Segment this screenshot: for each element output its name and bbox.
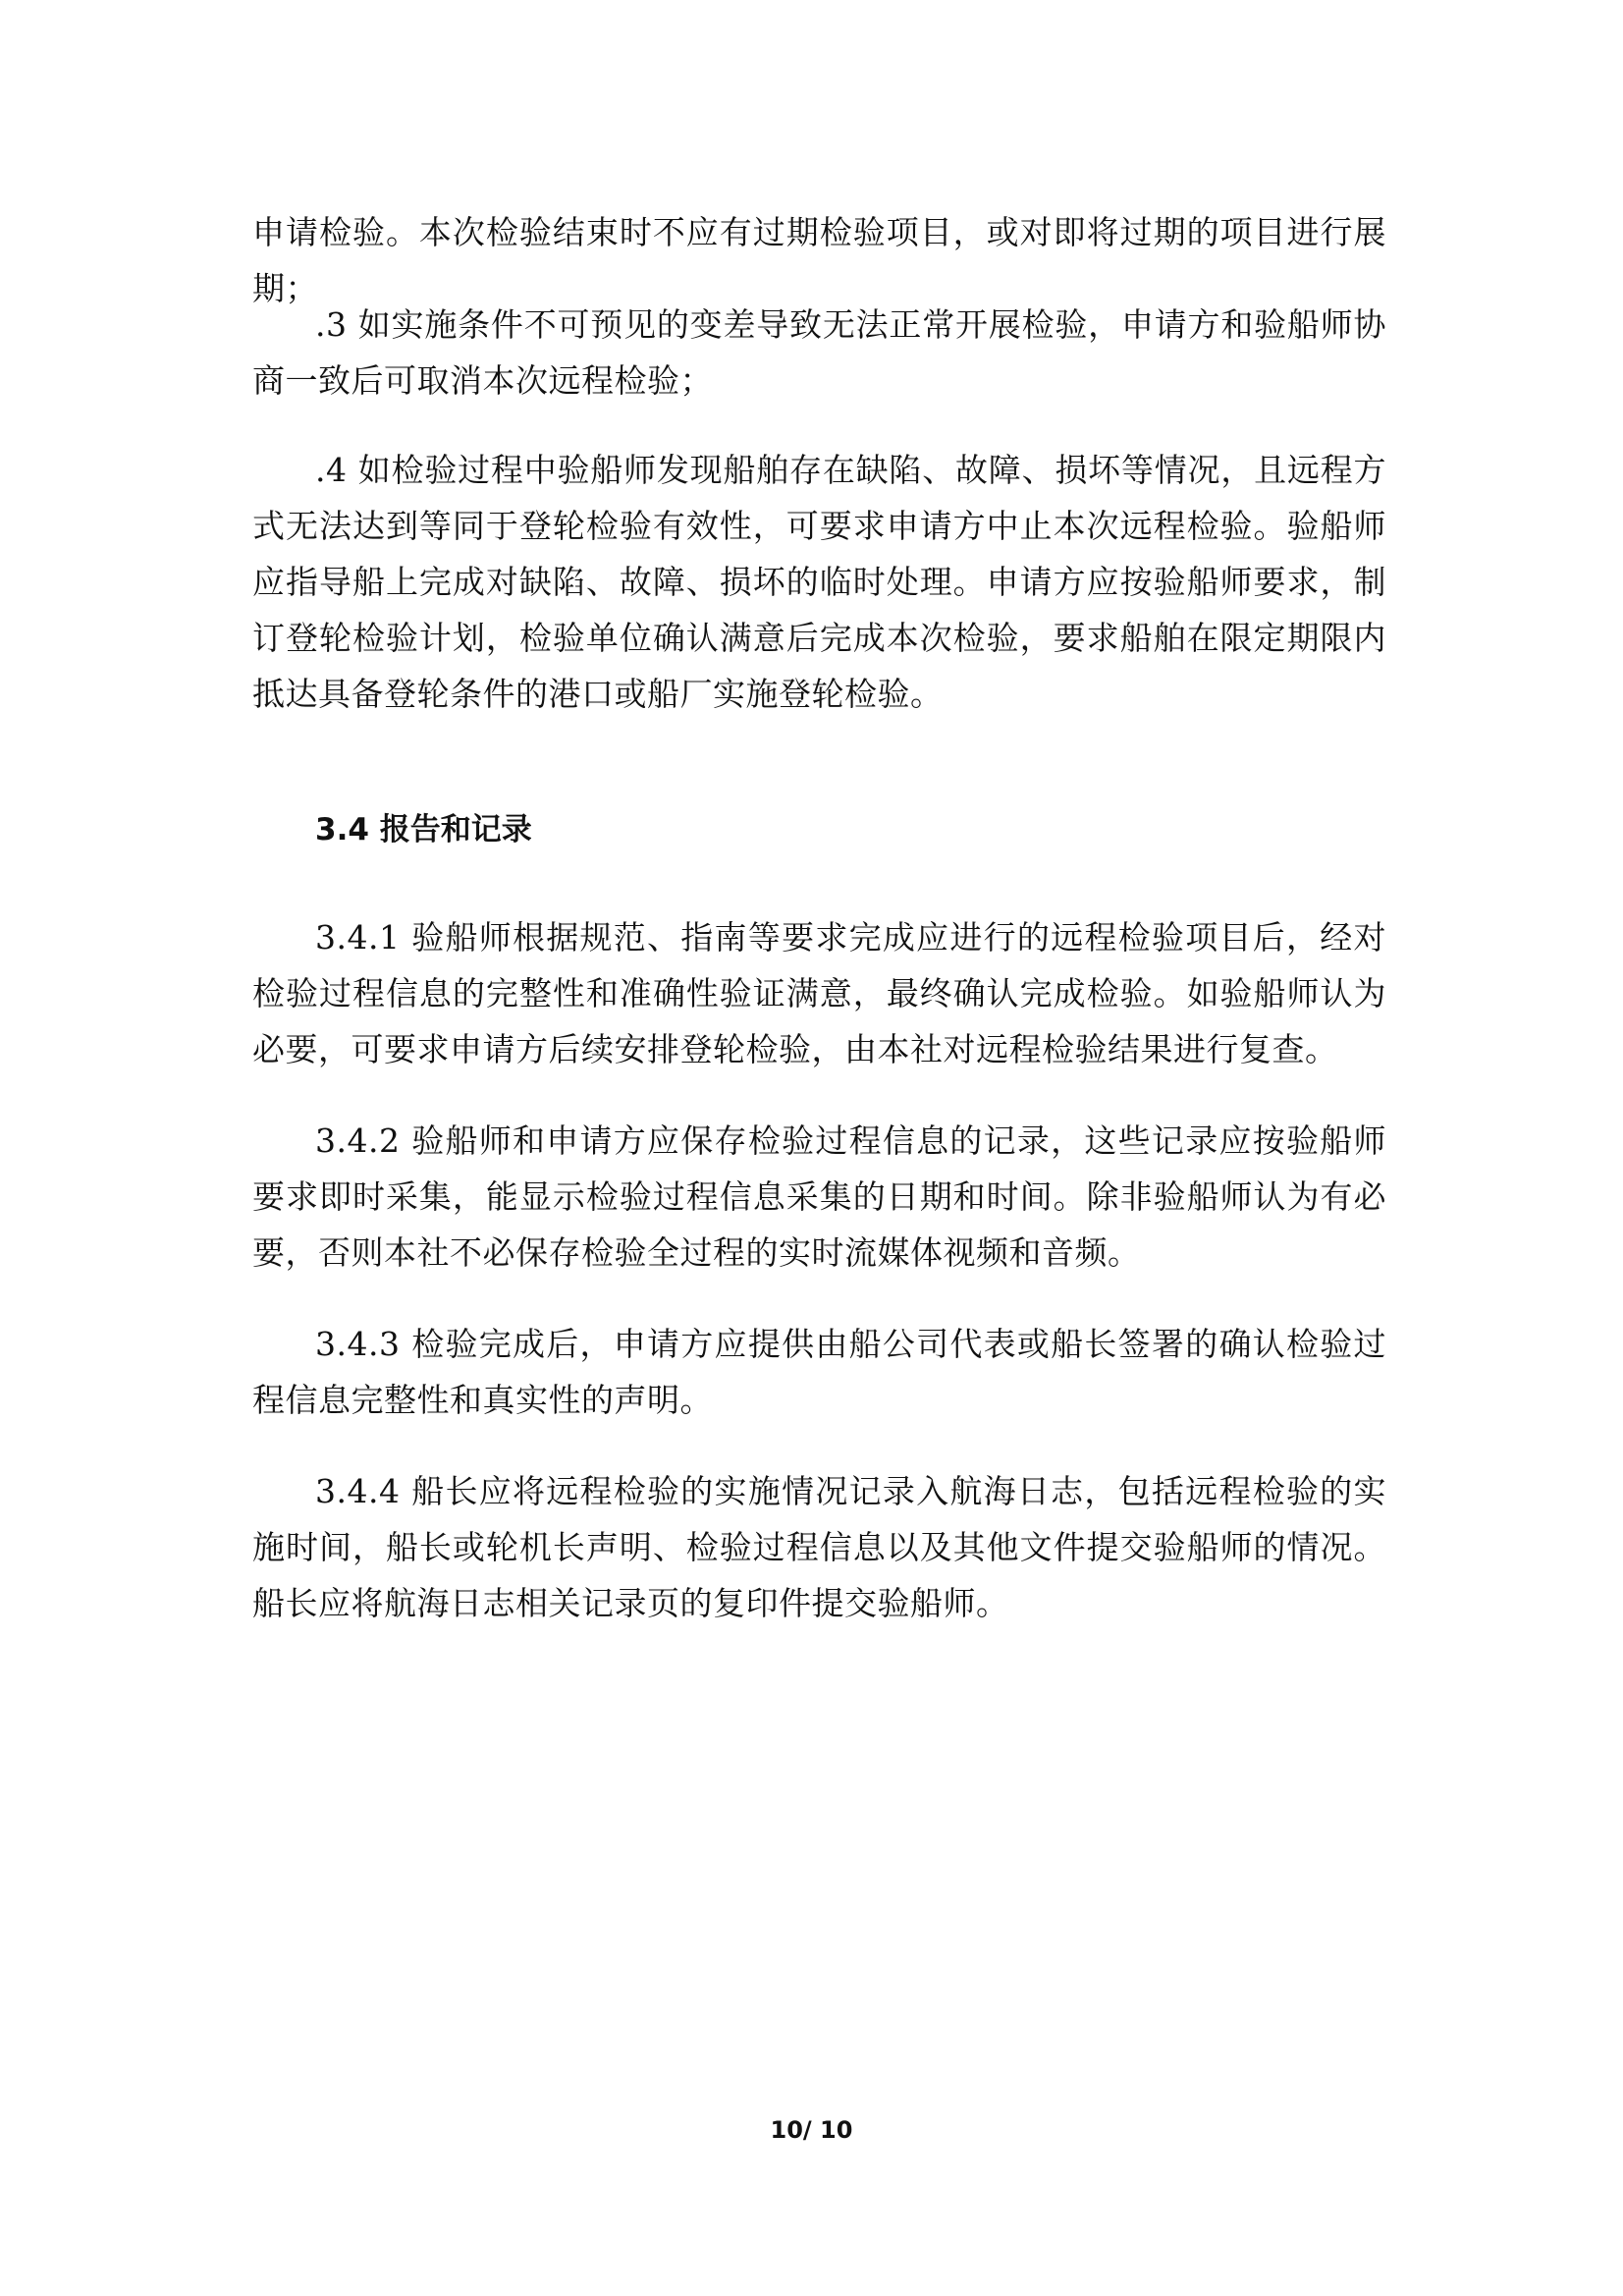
paragraph-3-4-4: 3.4.4 船长应将远程检验的实施情况记录入航海日志，包括远程检验的实施时间，船长或轮机长声明、检验过程信息以及其他文件提交验船师的情况。船长应将航海日志相关记录页的复印件提交验船师。 [252, 1472, 1386, 1622]
page-number: 10/ 10 [770, 2116, 853, 2144]
paragraph-3-4-1: 3.4.1 验船师根据规范、指南等要求完成应进行的远程检验项目后，经对检验过程信息的完整性和准确性验证满意，最终确认完成检验。如验船师认为必要，可要求申请方后续安排登轮检验，由本社对远程检验结果进行复查。 [252, 918, 1386, 1068]
paragraph-continuation: 申请检验。本次检验结束时不应有过期检验项目，或对即将过期的项目进行展期； [252, 213, 1386, 307]
paragraph-3-4-2: 3.4.2 验船师和申请方应保存检验过程信息的记录，这些记录应按验船师要求即时采集，能显示检验过程信息采集的日期和时间。除非验船师认为有必要，否则本社不必保存检验全过程的实时流媒体视频和音频。 [252, 1121, 1386, 1272]
paragraph-item-3: .3 如实施条件不可预见的变差导致无法正常开展检验，申请方和验船师协商一致后可取消本次远程检验； [252, 305, 1386, 400]
paragraph-item-4: .4 如检验过程中验船师发现船舶存在缺陷、故障、损坏等情况，且远程方式无法达到等同于登轮检验有效性，可要求申请方中止本次远程检验。验船师应指导船上完成对缺陷、故障、损坏的临时处理。申请方应按验船师要求，制订登轮检验计划，检验单位确认满意后完成本次检验，要求船舶在限定期限内抵达具备登轮条件的港口或船厂实施登轮检验。 [252, 451, 1386, 713]
paragraph-3-4-3: 3.4.3 检验完成后，申请方应提供由船公司代表或船长签署的确认检验过程信息完整性和真实性的声明。 [252, 1325, 1386, 1419]
section-heading: 3.4 报告和记录 [315, 812, 532, 847]
